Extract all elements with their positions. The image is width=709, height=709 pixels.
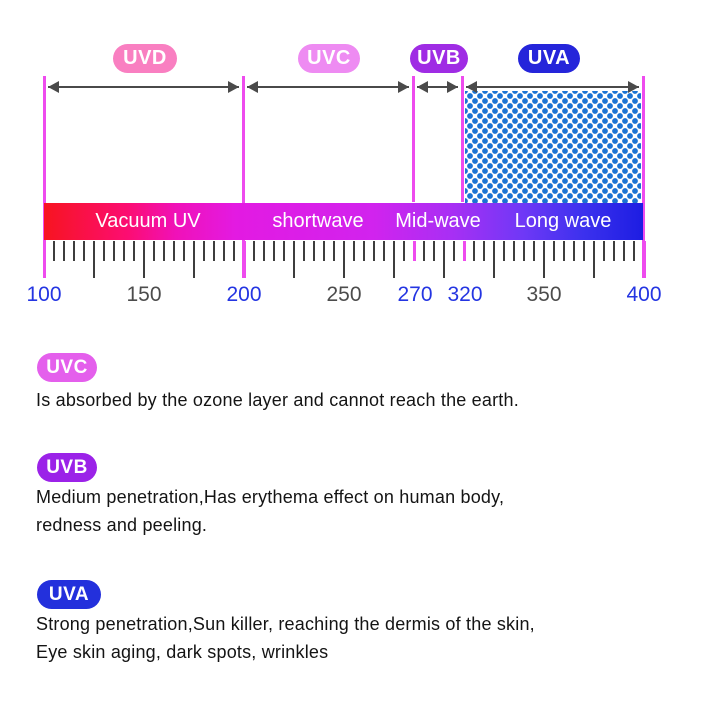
ruler-tick	[473, 241, 475, 261]
ruler-tick	[43, 241, 46, 278]
range-arrow-uvb	[417, 86, 458, 88]
ruler-tick	[533, 241, 535, 261]
ruler-tick	[283, 241, 285, 261]
arrowhead-right-icon	[628, 81, 639, 93]
legend-text-line: Medium penetration,Has erythema effect on human body,	[36, 487, 505, 507]
ruler-tick	[383, 241, 385, 261]
ruler-tick	[163, 241, 165, 261]
ruler-tick	[563, 241, 565, 261]
ruler-tick	[433, 241, 435, 261]
ruler-tick	[393, 241, 395, 278]
ruler-tick	[263, 241, 265, 261]
axis-label-200: 200	[226, 283, 262, 306]
legend-pill-uvb: UVB	[37, 453, 97, 482]
axis-label-100: 100	[26, 283, 62, 306]
legend-text-line: Is absorbed by the ozone layer and cannot reach the earth.	[36, 390, 519, 410]
legend-text-line: Eye skin aging, dark spots, wrinkles	[36, 642, 329, 662]
ruler-tick	[373, 241, 375, 261]
ruler-tick	[503, 241, 505, 261]
ruler-tick	[583, 241, 585, 261]
ruler-tick	[603, 241, 605, 261]
ruler-tick	[323, 241, 325, 261]
ruler-tick	[343, 241, 345, 278]
ruler-tick	[613, 241, 615, 261]
ruler-tick	[113, 241, 115, 261]
ruler-tick	[153, 241, 155, 261]
ruler-tick	[183, 241, 185, 261]
ruler-tick	[213, 241, 215, 261]
ruler-tick	[363, 241, 365, 261]
band-pill-uvc: UVC	[298, 44, 360, 73]
ruler-tick	[353, 241, 355, 261]
bar-label-shortwave: shortwave	[272, 210, 364, 232]
axis-label-250: 250	[326, 283, 362, 306]
arrowhead-right-icon	[398, 81, 409, 93]
ruler-tick	[73, 241, 75, 261]
ruler-tick	[253, 241, 255, 261]
arrowhead-right-icon	[447, 81, 458, 93]
ruler-tick	[643, 241, 646, 278]
bar-label-long-wave: Long wave	[514, 210, 612, 232]
arrowhead-left-icon	[247, 81, 258, 93]
ruler-tick	[463, 241, 466, 261]
arrowhead-left-icon	[466, 81, 477, 93]
ruler-tick	[83, 241, 85, 261]
bar-label-vacuum-uv: Vacuum UV	[95, 210, 201, 232]
ruler-tick	[63, 241, 65, 261]
ruler-tick	[123, 241, 125, 261]
ruler-tick	[173, 241, 175, 261]
band-pill-uvb: UVB	[410, 44, 468, 73]
ruler-tick	[333, 241, 335, 261]
arrowhead-right-icon	[228, 81, 239, 93]
arrowhead-left-icon	[48, 81, 59, 93]
ruler-tick	[443, 241, 445, 278]
ruler-tick	[543, 241, 545, 278]
ruler-tick	[513, 241, 515, 261]
ruler-tick	[53, 241, 55, 261]
ruler-tick	[623, 241, 625, 261]
ruler-tick	[103, 241, 105, 261]
range-arrow-uva	[466, 86, 639, 88]
ruler-tick	[483, 241, 485, 261]
ruler-tick	[133, 241, 135, 261]
ruler-tick	[403, 241, 405, 261]
wavelength-marker-line	[461, 76, 464, 202]
ruler-tick	[303, 241, 305, 261]
ruler-tick	[293, 241, 295, 278]
ruler-tick	[223, 241, 225, 261]
axis-label-350: 350	[526, 283, 562, 306]
ruler-tick	[523, 241, 525, 261]
wavelength-marker-line	[412, 76, 415, 202]
range-arrow-uvc	[247, 86, 409, 88]
ruler-tick	[93, 241, 95, 278]
ruler-tick	[413, 241, 416, 261]
ruler-tick	[493, 241, 495, 278]
uva-dotted-region	[465, 91, 641, 203]
ruler-tick	[233, 241, 235, 261]
ruler-tick	[193, 241, 195, 278]
ruler-tick	[313, 241, 315, 261]
ruler-tick	[423, 241, 425, 261]
ruler-tick	[453, 241, 455, 261]
ruler-tick	[203, 241, 205, 261]
ruler-tick	[273, 241, 275, 261]
range-arrow-uvd	[48, 86, 239, 88]
band-pill-uva: UVA	[518, 44, 580, 73]
legend-text-line: Strong penetration,Sun killer, reaching the dermis of the skin,	[36, 614, 535, 634]
bar-label-mid-wave: Mid-wave	[395, 210, 481, 232]
ruler-tick	[633, 241, 635, 261]
band-pill-uvd: UVD	[113, 44, 177, 73]
ruler-tick	[593, 241, 595, 278]
axis-label-270: 270	[397, 283, 433, 306]
axis-label-400: 400	[626, 283, 662, 306]
axis-label-320: 320	[447, 283, 483, 306]
ruler-tick	[143, 241, 145, 278]
legend-pill-uvc: UVC	[37, 353, 97, 382]
arrowhead-left-icon	[417, 81, 428, 93]
ruler-tick	[573, 241, 575, 261]
ruler-tick	[553, 241, 555, 261]
axis-label-150: 150	[126, 283, 162, 306]
legend-pill-uva: UVA	[37, 580, 101, 609]
legend-text-line: redness and peeling.	[36, 515, 208, 535]
ruler-tick	[243, 241, 246, 278]
